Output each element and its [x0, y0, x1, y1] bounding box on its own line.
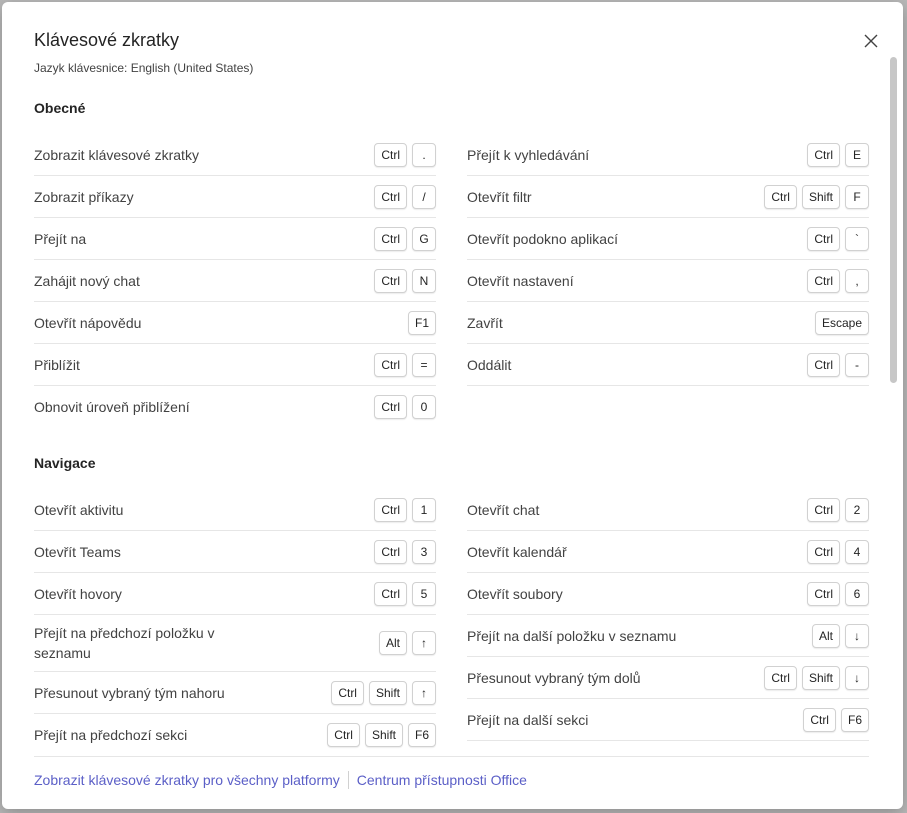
key-cap: N: [412, 269, 436, 293]
keyboard-shortcuts-dialog: [2, 2, 903, 809]
key-cap: Ctrl: [374, 395, 407, 419]
key-cap: 3: [412, 540, 436, 564]
shortcut-label: Přesunout vybraný tým dolů: [467, 669, 641, 686]
section-general: [34, 98, 869, 428]
key-cap: ↑: [412, 681, 436, 705]
key-cap: ,: [845, 269, 869, 293]
key-cap: Ctrl: [374, 540, 407, 564]
shortcut-row: [34, 531, 436, 573]
shortcut-keys: [374, 498, 436, 522]
scrollbar-thumb[interactable]: [890, 57, 897, 383]
shortcut-keys: [807, 143, 869, 167]
shortcut-row: [467, 699, 869, 741]
key-cap: Ctrl: [764, 666, 797, 690]
key-cap: Ctrl: [374, 227, 407, 251]
key-cap: F6: [408, 723, 436, 747]
key-cap: Ctrl: [331, 681, 364, 705]
key-cap: 2: [845, 498, 869, 522]
shortcut-column-left: [34, 489, 436, 752]
key-cap: Ctrl: [807, 353, 840, 377]
shortcut-keys: [374, 143, 436, 167]
shortcut-row: [34, 672, 436, 714]
dialog-title: Klávesové zkratky: [34, 30, 180, 50]
shortcut-keys: [815, 311, 869, 335]
section-title: Obecné: [34, 100, 86, 116]
shortcut-keys: [374, 582, 436, 606]
key-cap: Ctrl: [374, 582, 407, 606]
key-cap: Ctrl: [374, 498, 407, 522]
shortcut-label: Otevřít aktivitu: [34, 501, 124, 518]
shortcut-label: Přejít na: [34, 230, 87, 247]
shortcut-keys: [807, 540, 869, 564]
key-cap: Ctrl: [764, 185, 797, 209]
shortcut-row: [467, 531, 869, 573]
shortcut-label: Zavřít: [467, 314, 503, 331]
shortcut-keys: [807, 227, 869, 251]
shortcut-label: Otevřít kalendář: [467, 543, 567, 560]
shortcut-row: [34, 344, 436, 386]
shortcut-label: Otevřít podokno aplikací: [467, 230, 618, 247]
key-cap: Shift: [365, 723, 403, 747]
shortcut-label: Přejít k vyhledávání: [467, 146, 590, 163]
key-cap: Ctrl: [807, 498, 840, 522]
shortcut-keys: [374, 353, 436, 377]
shortcut-row: [467, 344, 869, 386]
key-cap: Ctrl: [807, 540, 840, 564]
shortcut-label: Zobrazit klávesové zkratky: [34, 146, 199, 163]
shortcut-keys: [379, 631, 436, 655]
shortcut-row: [34, 302, 436, 344]
shortcut-label: Otevřít soubory: [467, 585, 563, 602]
key-cap: 5: [412, 582, 436, 606]
key-cap: Ctrl: [807, 143, 840, 167]
shortcut-row: [34, 489, 436, 531]
shortcut-label: Přejít na předchozí položku v seznamu: [34, 625, 215, 661]
shortcut-label: Otevřít hovory: [34, 585, 122, 602]
shortcuts-scroll-area[interactable]: [2, 88, 903, 752]
shortcut-row: [34, 615, 436, 672]
all-platforms-shortcuts-link[interactable]: Zobrazit klávesové zkratky pro všechny platformy: [34, 772, 340, 788]
key-cap: 0: [412, 395, 436, 419]
shortcut-label: Přejít na další sekci: [467, 711, 589, 728]
shortcut-keys: [764, 185, 869, 209]
section-title: Navigace: [34, 455, 96, 471]
shortcut-column-right: [467, 489, 869, 752]
key-cap: F6: [841, 708, 869, 732]
key-cap: Ctrl: [374, 185, 407, 209]
shortcut-row: [34, 260, 436, 302]
shortcut-row: [467, 176, 869, 218]
key-cap: Ctrl: [374, 269, 407, 293]
shortcut-label: Zobrazit příkazy: [34, 188, 134, 205]
shortcut-row: [34, 573, 436, 615]
shortcut-keys: [803, 708, 869, 732]
shortcut-keys: [807, 269, 869, 293]
shortcut-label: Přesunout vybraný tým nahoru: [34, 684, 225, 701]
key-cap: 4: [845, 540, 869, 564]
key-cap: Alt: [379, 631, 407, 655]
shortcut-row: [467, 615, 869, 657]
shortcut-keys: [374, 185, 436, 209]
shortcut-label: Otevřít chat: [467, 501, 540, 518]
shortcut-column-left: [34, 134, 436, 428]
key-cap: Shift: [802, 185, 840, 209]
shortcut-label: Otevřít Teams: [34, 543, 121, 560]
key-cap: 6: [845, 582, 869, 606]
shortcut-row: [34, 218, 436, 260]
key-cap: `: [845, 227, 869, 251]
accessibility-center-link[interactable]: Centrum přístupnosti Office: [356, 772, 527, 788]
shortcut-keys: [408, 311, 436, 335]
shortcut-label: Přejít na předchozí sekci: [34, 727, 188, 743]
shortcut-keys: [807, 353, 869, 377]
shortcut-label: Zahájit nový chat: [34, 272, 140, 289]
footer-divider: [348, 771, 349, 789]
shortcut-label: Přiblížit: [34, 356, 80, 373]
key-cap: F: [845, 185, 869, 209]
shortcut-column-right: [467, 134, 869, 428]
shortcut-keys: [331, 681, 436, 705]
shortcut-keys: [764, 666, 869, 690]
shortcut-keys: [327, 723, 436, 747]
shortcut-row: [34, 386, 436, 428]
key-cap: Escape: [815, 311, 869, 335]
key-cap: -: [845, 353, 869, 377]
shortcut-keys: [374, 395, 436, 419]
key-cap: Alt: [812, 624, 840, 648]
key-cap: 1: [412, 498, 436, 522]
key-cap: F1: [408, 311, 436, 335]
shortcut-row: [467, 260, 869, 302]
shortcut-keys: [374, 227, 436, 251]
shortcut-row: [467, 302, 869, 344]
section-navigation: [34, 453, 869, 752]
shortcut-keys: [374, 269, 436, 293]
key-cap: Ctrl: [807, 227, 840, 251]
shortcut-label: Otevřít nastavení: [467, 272, 574, 289]
shortcut-keys: [807, 498, 869, 522]
key-cap: Ctrl: [327, 723, 360, 747]
key-cap: Shift: [802, 666, 840, 690]
key-cap: ↑: [412, 631, 436, 655]
shortcut-label: Oddálit: [467, 356, 512, 373]
shortcut-label: Přejít na další položku v seznamu: [467, 627, 677, 644]
key-cap: ↓: [845, 624, 869, 648]
shortcut-row: [34, 176, 436, 218]
key-cap: .: [412, 143, 436, 167]
shortcut-row: [34, 714, 436, 752]
key-cap: Shift: [369, 681, 407, 705]
shortcut-keys: [807, 582, 869, 606]
key-cap: Ctrl: [803, 708, 836, 732]
shortcut-row: [467, 657, 869, 699]
key-cap: Ctrl: [807, 269, 840, 293]
dialog-footer: [34, 756, 869, 789]
key-cap: =: [412, 353, 436, 377]
shortcut-keys: [812, 624, 869, 648]
key-cap: Ctrl: [807, 582, 840, 606]
key-cap: G: [412, 227, 436, 251]
key-cap: /: [412, 185, 436, 209]
shortcut-row: [34, 134, 436, 176]
shortcut-label: Obnovit úroveň přiblížení: [34, 399, 190, 415]
shortcut-label: Otevřít filtr: [467, 188, 532, 205]
key-cap: E: [845, 143, 869, 167]
shortcut-row: [467, 134, 869, 176]
keyboard-language: Jazyk klávesnice: English (United States): [34, 61, 254, 75]
shortcut-row: [467, 573, 869, 615]
shortcut-label: Otevřít nápovědu: [34, 314, 142, 331]
key-cap: Ctrl: [374, 143, 407, 167]
shortcut-keys: [374, 540, 436, 564]
close-button[interactable]: [858, 28, 884, 54]
key-cap: Ctrl: [374, 353, 407, 377]
shortcut-row: [467, 489, 869, 531]
shortcut-row: [467, 218, 869, 260]
key-cap: ↓: [845, 666, 869, 690]
close-icon: [864, 34, 878, 48]
